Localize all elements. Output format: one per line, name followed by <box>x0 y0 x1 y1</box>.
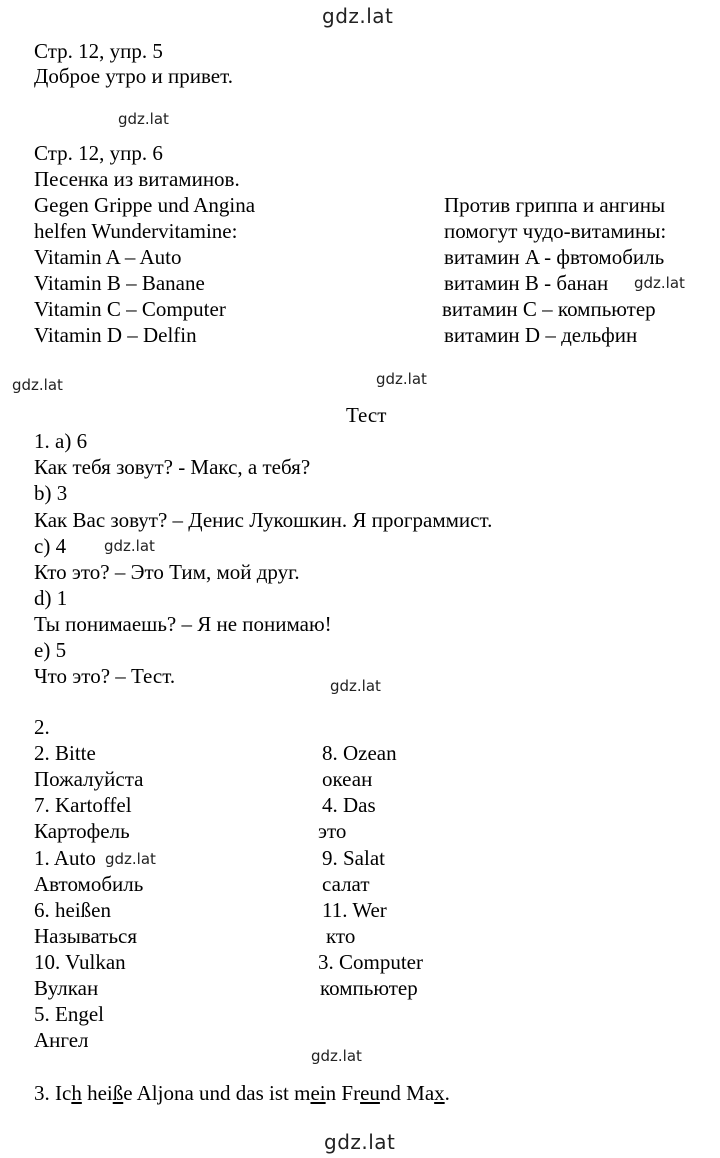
underlined-letters: x <box>434 1081 445 1105</box>
song-russian-line: Против гриппа и ангины <box>444 193 666 217</box>
word-left: 6. heißen <box>34 898 111 922</box>
song-german-line: Vitamin B – Banane <box>34 271 205 295</box>
word-left: Пожалуйста <box>34 767 144 791</box>
exercise-5-title: Доброе утро и привет. <box>34 64 233 88</box>
word-right: компьютер <box>320 976 418 1000</box>
song-russian-line: витамин D – дельфин <box>444 323 638 347</box>
word-right: 4. Das <box>322 793 376 817</box>
word-left: 10. Vulkan <box>34 950 126 974</box>
watermark: gdz.lat <box>12 376 63 394</box>
test-item: c) 4 <box>34 534 67 558</box>
song-german-line: Vitamin C – Computer <box>34 297 226 321</box>
watermark: gdz.lat <box>105 850 156 868</box>
watermark: gdz.lat <box>311 1047 362 1065</box>
song-russian-line: витамин A - фвтомобиль <box>444 245 665 269</box>
test-item: Как Вас зовут? – Денис Лукошкин. Я программист. <box>34 508 493 532</box>
word-right: это <box>318 819 347 843</box>
word-left: Картофель <box>34 819 130 843</box>
word-right: кто <box>326 924 356 948</box>
word-left: 2. Bitte <box>34 741 96 765</box>
word-right: 8. Ozean <box>322 741 397 765</box>
test-item: Ты понимаешь? – Я не понимаю! <box>34 612 332 636</box>
text-segment: 3. Ic <box>34 1081 72 1105</box>
watermark: gdz.lat <box>634 274 685 292</box>
underlined-letters: eu <box>360 1081 380 1105</box>
song-german-line: Vitamin D – Delfin <box>34 323 197 347</box>
word-left: Автомобиль <box>34 872 144 896</box>
watermark: gdz.lat <box>330 677 381 695</box>
word-right: салат <box>322 872 370 896</box>
test-item: Кто это? – Это Тим, мой друг. <box>34 560 300 584</box>
song-german-line: Vitamin A – Auto <box>34 245 182 269</box>
exercise-6-title: Песенка из витаминов. <box>34 167 240 191</box>
test-item: 1. a) 6 <box>34 429 88 453</box>
word-left: Ангел <box>34 1028 89 1052</box>
test-item: Как тебя зовут? - Макс, а тебя? <box>34 455 311 479</box>
watermark: gdz.lat <box>118 110 169 128</box>
watermark: gdz.lat <box>376 370 427 388</box>
underlined-letters: ß <box>112 1081 124 1105</box>
text-segment: e Aljona und das ist m <box>123 1081 311 1105</box>
song-german-line: helfen Wundervitamine: <box>34 219 238 243</box>
watermark: gdz.lat <box>322 4 394 28</box>
underlined-letters: ei <box>310 1081 326 1105</box>
word-left: 5. Engel <box>34 1002 104 1026</box>
word-right: океан <box>322 767 373 791</box>
song-german-line: Gegen Grippe und Angina <box>34 193 256 217</box>
text-segment: nd Ma <box>379 1081 435 1105</box>
song-russian-line: витамин B - банан <box>444 271 609 295</box>
word-left: 1. Auto <box>34 846 96 870</box>
test-item: Что это? – Тест. <box>34 664 176 688</box>
test-item: b) 3 <box>34 481 68 505</box>
exercise-5-header: Стр. 12, упр. 5 <box>34 39 163 63</box>
task-3-sentence <box>34 1080 450 1106</box>
text-segment: hei <box>81 1081 113 1105</box>
test-item: d) 1 <box>34 586 68 610</box>
word-right: 9. Salat <box>322 846 385 870</box>
watermark: gdz.lat <box>324 1130 396 1154</box>
exercise-6-header: Стр. 12, упр. 6 <box>34 141 163 165</box>
test-item: e) 5 <box>34 638 67 662</box>
word-left: 7. Kartoffel <box>34 793 132 817</box>
text-segment: n Fr <box>325 1081 361 1105</box>
word-right: 11. Wer <box>322 898 387 922</box>
song-russian-line: витамин C – компьютер <box>442 297 656 321</box>
word-left: Вулкан <box>34 976 99 1000</box>
task-2-number: 2. <box>34 715 50 739</box>
underlined-letters: h <box>71 1081 82 1105</box>
test-title: Тест <box>346 403 387 427</box>
word-right: 3. Computer <box>318 950 423 974</box>
word-left: Называться <box>34 924 138 948</box>
text-segment: . <box>444 1081 450 1105</box>
song-russian-line: помогут чудо-витамины: <box>444 219 667 243</box>
watermark: gdz.lat <box>104 537 155 555</box>
